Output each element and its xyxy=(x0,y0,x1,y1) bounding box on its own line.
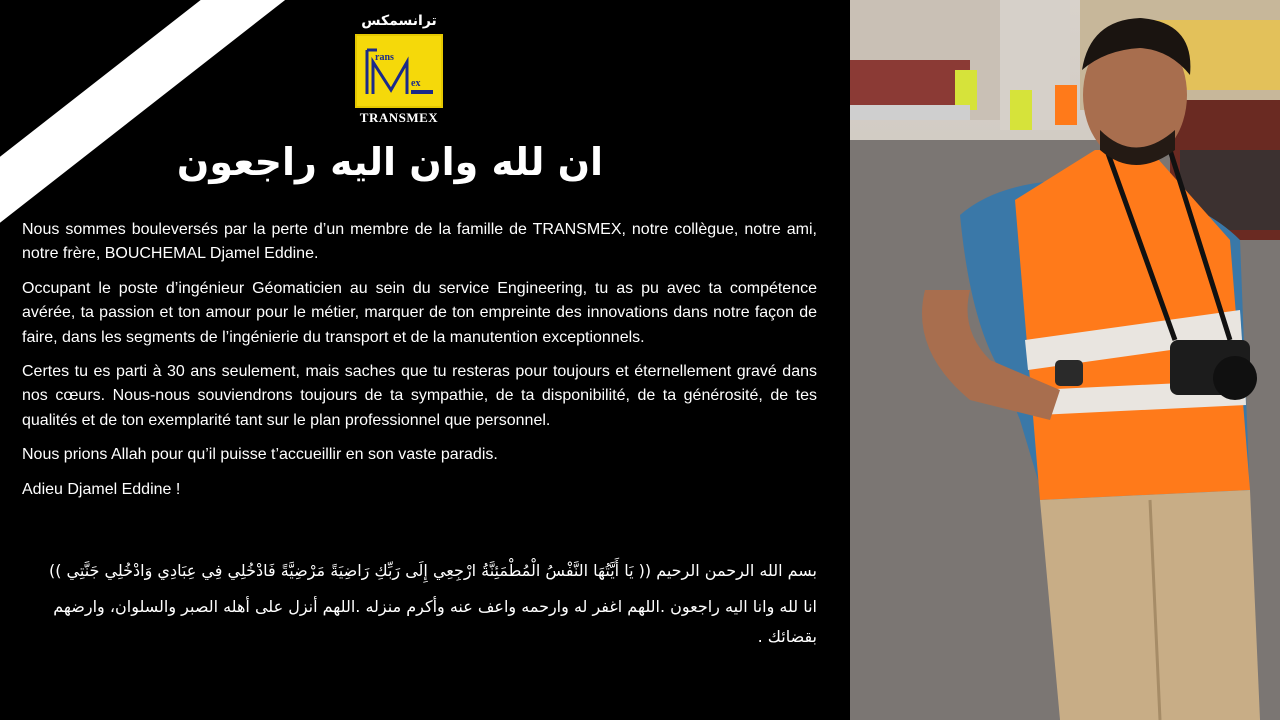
paragraph-3: Certes tu es parti à 30 ans seulement, mais saches que tu resteras pour toujours et éternellement gravé dans nos cœurs. Nous-nous souviendrons toujours de ta sympathie, de ta disponibilité, de ta générosité, de tes qualités et de ton exemplarité tant sur le plan professionnel que personnel. xyxy=(22,363,817,429)
mourning-ribbon xyxy=(0,0,301,246)
logo-mark-top: rans xyxy=(375,52,394,63)
logo-company-name: TRANSMEX xyxy=(359,110,439,125)
quran-verse: بسم الله الرحمن الرحيم (( يَا أَيَّتُهَا النَّفْسُ الْمُطْمَئِنَّةُ ارْجِعِي إِلَى رَبِّكِ رَاضِيَةً مَرْضِيَّةً فَادْخُلِي فِي عِبَادِي وَادْخُلِي جَنَّتِي )) xyxy=(48,561,817,580)
logo-emblem xyxy=(355,34,443,108)
company-logo xyxy=(352,12,446,126)
paragraph-5: Adieu Djamel Eddine ! xyxy=(22,480,181,498)
condolence-text xyxy=(22,218,817,512)
logo-mark-bottom: ex xyxy=(411,78,421,89)
paragraph-1: Nous sommes bouleversés par la perte d’un membre de la famille de TRANSMEX, notre collègue, notre ami, notre frère, BOUCHEMAL Djamel Eddine. xyxy=(22,221,817,263)
logo-arabic-name: ترانسمكس xyxy=(361,13,437,29)
transmex-logo-icon xyxy=(361,42,437,100)
arabic-prayer-block xyxy=(22,556,817,658)
headline-arabic: ان لله وان اليه راجعون xyxy=(176,140,604,184)
prayer-text: انا لله وانا اليه راجعون .اللهم اغفر له وارحمه واعف عنه وأكرم منزله .اللهم أنزل على أهله الصبر والسلوان، وارضهم بقضائك . xyxy=(53,597,817,646)
paragraph-4: Nous prions Allah pour qu’il puisse t’accueillir en son vaste paradis. xyxy=(22,446,498,464)
portrait-photo xyxy=(850,0,1280,720)
person-photo-icon xyxy=(850,0,1280,720)
paragraph-2: Occupant le poste d’ingénieur Géomaticien au sein du service Engineering, tu as pu avec ta compétence avérée, ta passion et ton amour pour le métier, marquer de ton empreinte des innovations dans notre façon de faire, dans les segments de l’ingénierie du transport et de la manutention exceptionnels. xyxy=(22,279,817,346)
